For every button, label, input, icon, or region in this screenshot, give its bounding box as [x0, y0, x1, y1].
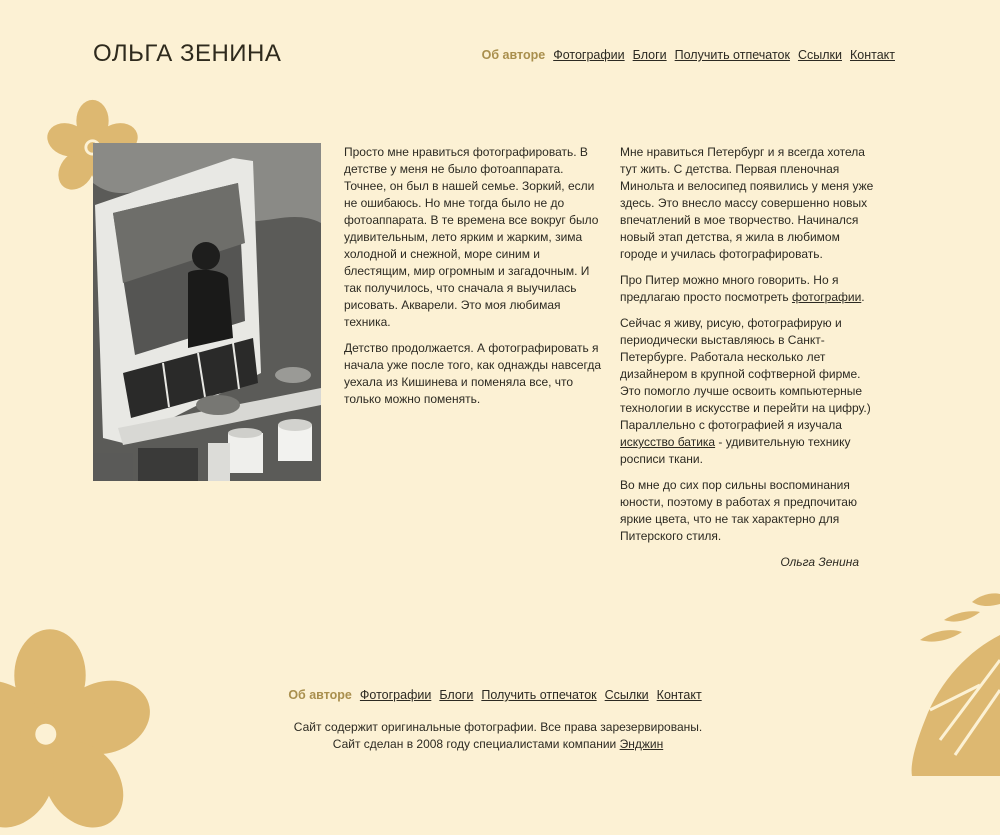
paragraph-text: .	[861, 290, 865, 304]
author-portrait-photo	[93, 143, 321, 481]
photos-link[interactable]: фотографии	[791, 290, 862, 304]
footer-nav-photos[interactable]: Фотографии	[359, 688, 432, 702]
paragraph-text: - удивительную технику росписи ткани.	[620, 435, 851, 466]
site-title: ОЛЬГА ЗЕНИНА	[93, 40, 282, 67]
footer-nav-blogs[interactable]: Блоги	[439, 688, 474, 702]
made-by-text: Сайт сделан в 2008 году специалистами компании	[332, 737, 620, 751]
nav-item-blogs[interactable]: Блоги	[632, 48, 667, 62]
nav-item-links[interactable]: Ссылки	[797, 48, 842, 62]
nav-item-photos[interactable]: Фотографии	[553, 48, 625, 62]
nav-item-about-current: Об авторе	[481, 48, 546, 62]
about-column-left	[344, 144, 601, 417]
paragraph: Мне нравиться Петербург и я всегда хотела тут жить. С детства. Первая пленочная Минольта и велосипед появились у меня уже здесь. Это внесло массу совершенно новых впечатлений в мое творчество. Начинался новый этап детства, я жила в любимом городе и училась фотографировать.	[620, 145, 874, 261]
footer-nav-links[interactable]: Ссылки	[604, 688, 649, 702]
nav-item-get-print[interactable]: Получить отпечаток	[674, 48, 790, 62]
author-signature: Ольга Зенина	[780, 555, 859, 569]
nav-item-contact[interactable]: Контакт	[849, 48, 895, 62]
rights-text: Сайт содержит оригинальные фотографии. Все права зарезервированы.	[293, 720, 703, 734]
footer-nav-contact[interactable]: Контакт	[656, 688, 702, 702]
about-column-right	[620, 144, 875, 580]
paragraph-text: Про Питер можно много говорить. Но я предлагаю просто посмотреть	[620, 273, 839, 304]
paragraph: Просто мне нравиться фотографировать. В детстве у меня не было фотоаппарата. Точнее, он был в нашей семье. Зоркий, если не ошибаюсь. Но мне тогда было не до фотоаппарата. В те времена все вокруг было удивительным, лето ярким и жарким, зима холодной и снежной, море синим и блестящим, мир огромным и загадочным. И так получилось, что сначала я выучилась рисовать. Акварели. Это моя любимая техника.	[344, 145, 599, 329]
footer-copyright	[0, 719, 996, 753]
main-nav	[482, 48, 895, 62]
footer-nav-get-print[interactable]: Получить отпечаток	[481, 688, 597, 702]
paragraph	[620, 315, 875, 468]
company-link[interactable]: Энджин	[619, 737, 664, 751]
paragraph: Детство продолжается. А фотографировать я начала уже после того, как однажды навсегда уехала из Кишинева и поменяла все, что только можно поменять.	[344, 341, 602, 406]
paragraph: Во мне до сих пор сильны воспоминания юности, поэтому в работах я предпочитаю яркие цвета, что не так характерно для Питерского стиля.	[620, 478, 857, 543]
footer-nav	[0, 688, 990, 702]
paragraph-text: Сейчас я живу, рисую, фотографирую и периодически выставляюсь в Санкт-Петербурге. Работала несколько лет дизайнером в крупной софтверной фирме. Это помогло лучше освоить компьютерные технологии в искусстве и перейти на цифру.) Параллельно с фотографией я изучала	[620, 316, 871, 432]
batik-link[interactable]: искусство батика	[620, 435, 716, 449]
made-by-line	[0, 736, 996, 753]
footer-nav-about-current: Об авторе	[288, 688, 352, 702]
paragraph	[620, 272, 875, 306]
